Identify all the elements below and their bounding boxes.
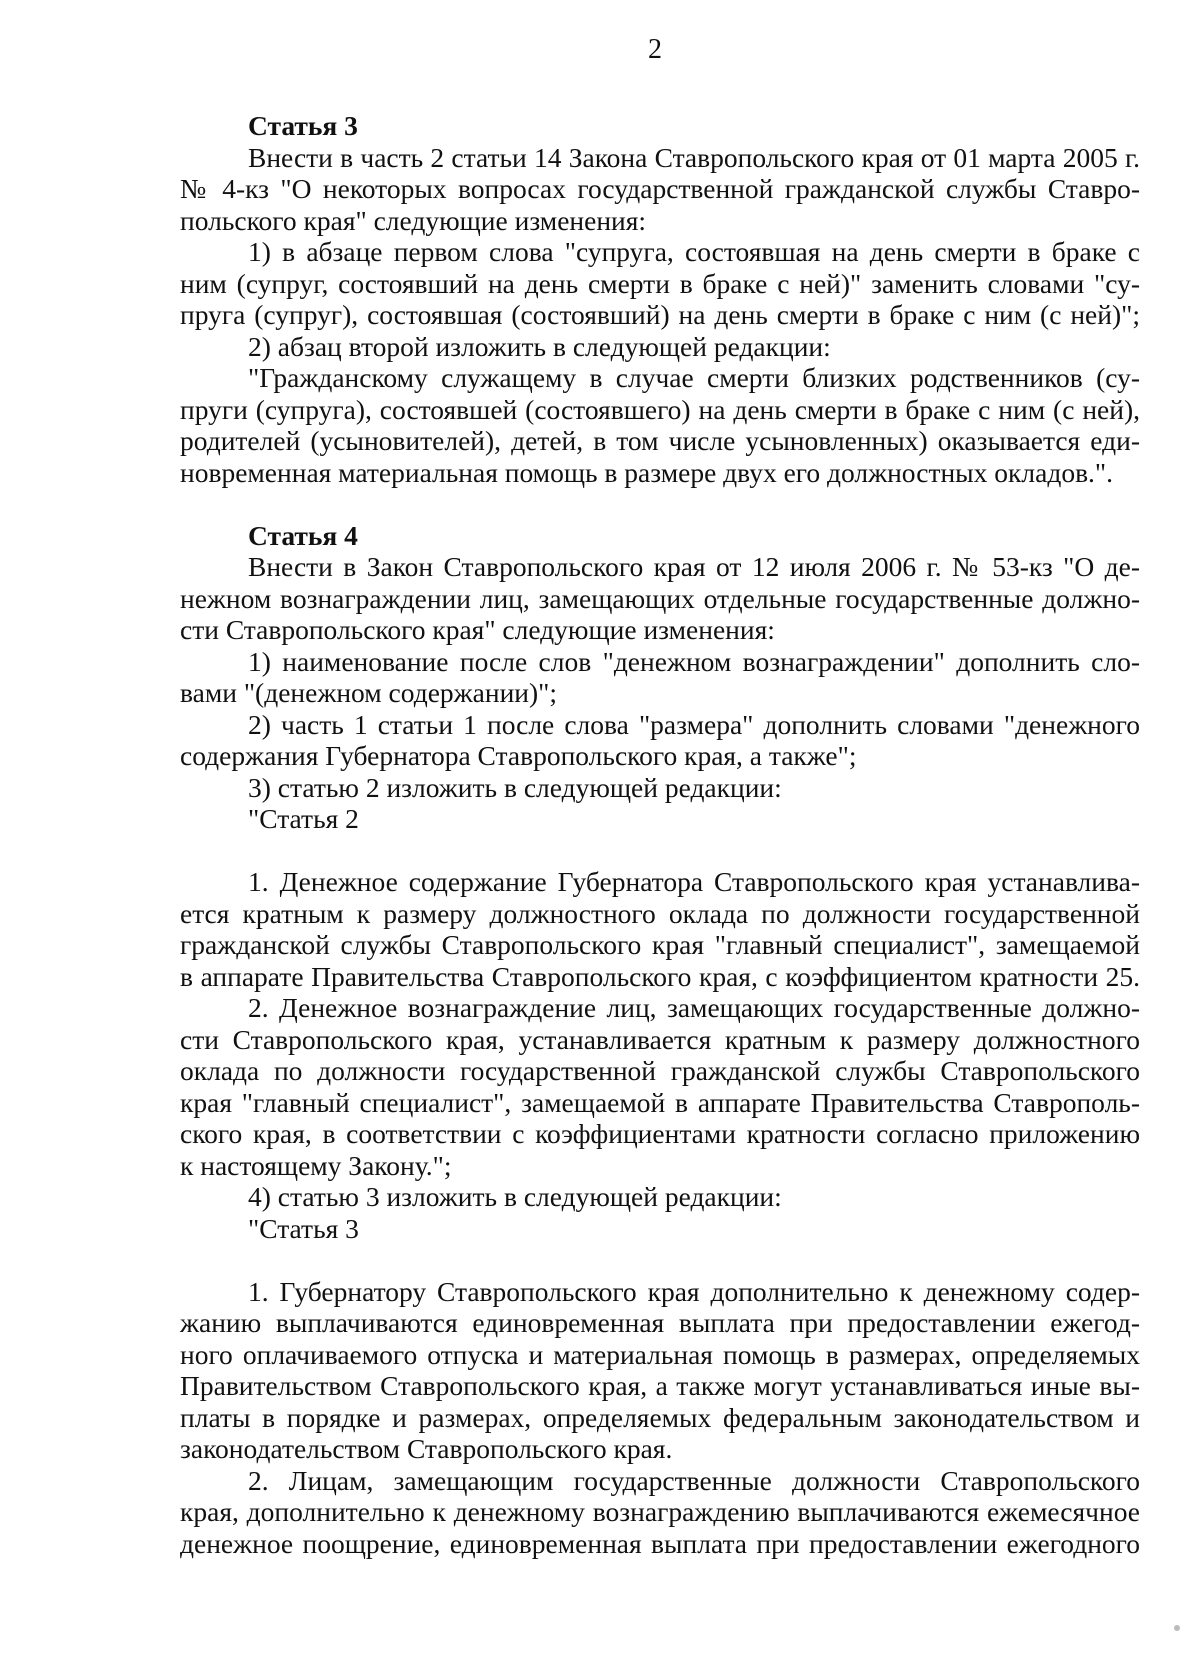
article-4-line: 4) статью 3 изложить в следующей редакции: [248,1181,782,1212]
scan-speck [1174,1625,1180,1631]
article-3-line: Внести в часть 2 статьи 14 Закона Ставропольского края от 01 марта 2005 г. [248,141,1140,173]
article-4-line: 2. Денежное вознаграждение лиц, замещающих государственные должно- [248,992,1140,1023]
article-3-line: 1) в абзаце первом слова "супруга, состоявшая на день смерти в браке с [248,236,1140,267]
article-4-line: вами "(денежном содержании)"; [180,677,558,708]
article-4-line: ного оплачиваемого отпуска и материальная помощь в размерах, определяемых [180,1338,1140,1370]
article-4-line: содержания Губернатора Ставропольского края, а также"; [180,740,857,771]
article-4-line: гражданской службы Ставропольского края "главный специалист", замещаемой [180,929,1140,960]
spacer [180,835,1140,867]
article-4-line: сти Ставропольского края" следующие изменения: [180,614,775,645]
article-4-line: "Статья 2 [248,803,359,834]
article-4-line: денежное поощрение, единовременная выплата при предоставлении ежегодного [180,1527,1140,1559]
article-4-line: Правительством Ставропольского края, а также могут устанавливаться иные вы- [180,1370,1140,1401]
article-3-line: ним (супруг, состоявший на день смерти в браке с ней)" заменить словами "су- [180,267,1140,299]
article-4-line: платы в порядке и размерах, определяемых федеральным законодательством и [180,1401,1140,1433]
spacer [180,488,1140,520]
article-4-line: 1. Денежное содержание Губернатора Ставропольского края устанавлива- [248,866,1140,897]
document-body [180,110,1140,1559]
article-4-line: края "главный специалист", замещаемой в аппарате Правительства Ставрополь- [180,1086,1140,1118]
page-number: 2 [648,34,662,65]
article-4-line: края, дополнительно к денежному вознаграждению выплачиваются ежемесячное [180,1496,1140,1527]
article-3-line: польского края" следующие изменения: [180,204,647,236]
article-3-line: "Гражданскому служащему в случае смерти близких родственников (су- [248,362,1140,393]
article-4-line: сти Ставропольского края, устанавливается кратным к размеру должностного [180,1023,1140,1055]
article-4-line: Внести в Закон Ставропольского края от 12 июля 2006 г. № 53-кз "О де- [248,551,1140,582]
article-4-line: 2) часть 1 статьи 1 после слова "размера" дополнить словами "денежного [248,708,1140,740]
article-3-line: родителей (усыновителей), детей, в том числе усыновленных) оказывается еди- [180,425,1140,456]
article-4-line: жанию выплачиваются единовременная выплата при предоставлении ежегод- [180,1307,1140,1338]
article-4-heading: Статья 4 [248,519,358,551]
article-4-line: 1. Губернатору Ставропольского края дополнительно к денежному содер- [248,1275,1140,1307]
article-4-line: "Статья 3 [248,1212,359,1244]
article-4-line: ется кратным к размеру должностного оклада по должности государственной [180,897,1140,929]
spacer [180,1244,1140,1276]
article-4-line: ского края, в соответствии с коэффициентами кратности согласно приложению [180,1118,1140,1149]
article-4-line: нежном вознаграждении лиц, замещающих отдельные государственные должно- [180,582,1140,614]
article-3-line: № 4-кз "О некоторых вопросах государственной гражданской службы Ставро- [180,173,1140,204]
article-3-line: пруга (супруг), состоявшая (состоявший) на день смерти в браке с ним (с ней)"; [180,299,1140,330]
article-3-line: 2) абзац второй изложить в следующей редакции: [248,330,831,362]
article-4-line: 1) наименование после слов "денежном вознаграждении" дополнить сло- [248,645,1140,677]
article-3-line: пруги (супруга), состоявшей (состоявшего) на день смерти в браке с ним (с ней), [180,393,1140,425]
article-4-line: 3) статью 2 изложить в следующей редакции: [248,771,782,803]
article-3-line: новременная материальная помощь в размере двух его должностных окладов.". [180,456,1114,488]
article-3-heading: Статья 3 [248,110,358,141]
article-4-line: оклада по должности государственной гражданской службы Ставропольского [180,1055,1140,1086]
article-4-line: 2. Лицам, замещающим государственные должности Ставропольского [248,1464,1140,1496]
article-4-line: к настоящему Закону."; [180,1149,452,1181]
article-4-line: законодательством Ставропольского края. [180,1433,673,1464]
article-4-line: в аппарате Правительства Ставропольского края, с коэффициентом кратности 25. [180,960,1140,992]
